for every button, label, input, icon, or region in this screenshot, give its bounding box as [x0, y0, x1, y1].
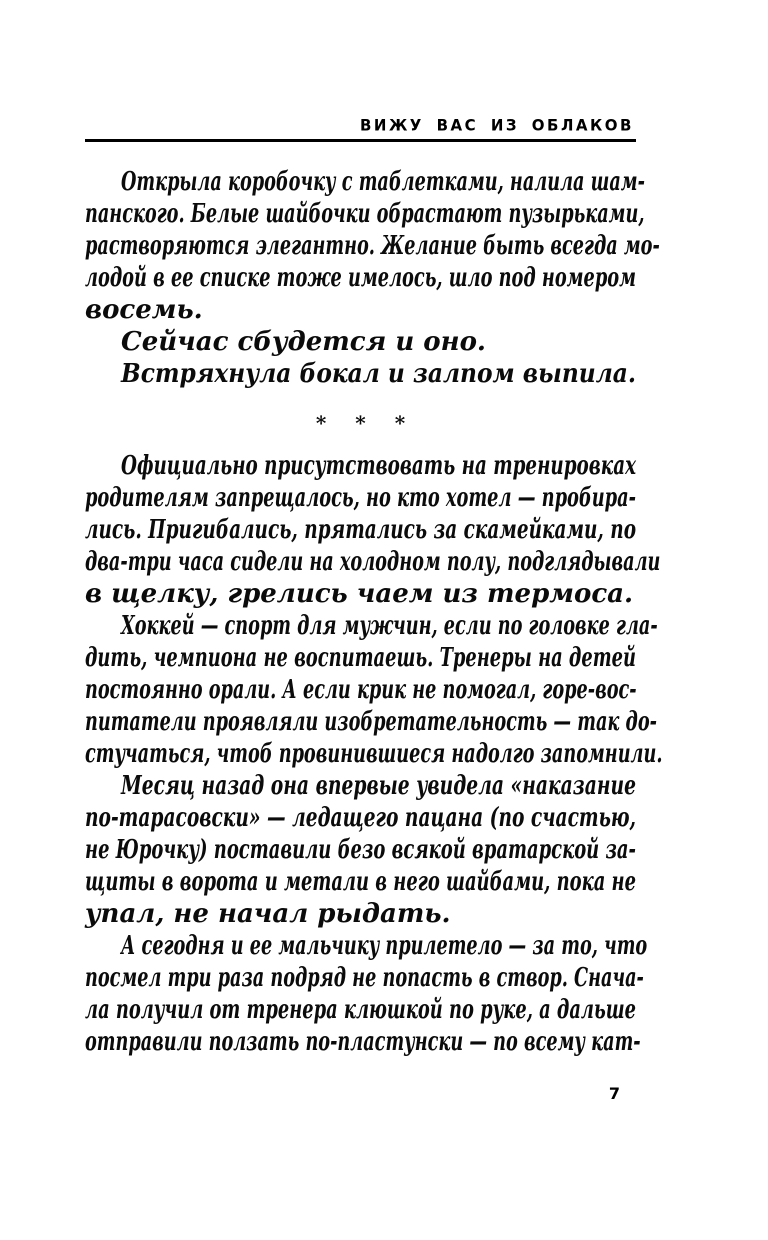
text-line: Хоккей — спорт для мужчин, если по головке гла- [121, 611, 658, 641]
scene-break-separator: * * * [315, 411, 406, 435]
text-line: в щелку, грелись чаем из термоса. [85, 579, 634, 609]
text-line: ла получил от тренера клюшкой по руке, а дальше [85, 995, 636, 1025]
header-rule [85, 139, 636, 142]
text-line: лись. Пригибались, прятались за скамейками, по [85, 515, 636, 545]
text-line: лодой в ее списке тоже имелось, шло под номером [85, 263, 636, 293]
text-line: Сейчас сбудется и оно. [121, 327, 486, 357]
text-line: щиты в ворота и метали в него шайбами, пока не [85, 867, 636, 897]
text-line: упал, не начал рыдать. [85, 899, 451, 929]
text-line: панского. Белые шайбочки обрастают пузырьками, [85, 199, 645, 229]
paragraph [85, 358, 636, 390]
text-line: растворяются элегантно. Желание быть всегда мо- [85, 231, 660, 261]
page-content [85, 115, 663, 1058]
text-line: Месяц назад она впервые увидела «наказание [121, 771, 636, 801]
text-line: не Юрочку) поставили безо всякой вратарской за- [85, 835, 636, 865]
text-line: Открыла коробочку с таблетками, налила шам- [121, 167, 645, 197]
text-line: отправили ползать по-пластунски — по всему кат- [85, 1027, 641, 1057]
text-line: дить, чемпиона не воспитаешь. Тренеры на детей [85, 643, 636, 673]
text-line: питатели проявляли изобретательность — так до- [85, 707, 657, 737]
paragraph [85, 770, 636, 930]
text-line: посмел три раза подряд не попасть в створ. Снача- [85, 963, 644, 993]
paragraph [85, 450, 661, 610]
text-line: родителям запрещалось, но кто хотел — пробира- [85, 483, 636, 513]
running-header-title: ВИЖУ ВАС ИЗ ОБЛАКОВ [359, 115, 634, 135]
text-line: постоянно орали. А если крик не помогал, горе-вос- [85, 675, 637, 705]
paragraph [85, 930, 648, 1058]
text-line: Официально присутствовать на тренировках [121, 451, 636, 481]
text-line: Встряхнула бокал и залпом выпила. [121, 359, 636, 389]
paragraph [85, 166, 660, 326]
body-text [85, 166, 663, 1058]
page-number: 7 [608, 1084, 620, 1103]
text-line: А сегодня и ее мальчику прилетело — за то, что [121, 931, 648, 961]
text-line: по-тарасовски» — ледащего пацана (по счастью, [85, 803, 636, 833]
text-line: стучаться, чтоб провинившиеся надолго запомнили. [85, 739, 663, 769]
text-line: восемь. [85, 295, 203, 325]
paragraph [85, 326, 636, 358]
text-line: два-три часа сидели на холодном полу, подглядывали [85, 547, 661, 577]
paragraph [85, 610, 663, 770]
